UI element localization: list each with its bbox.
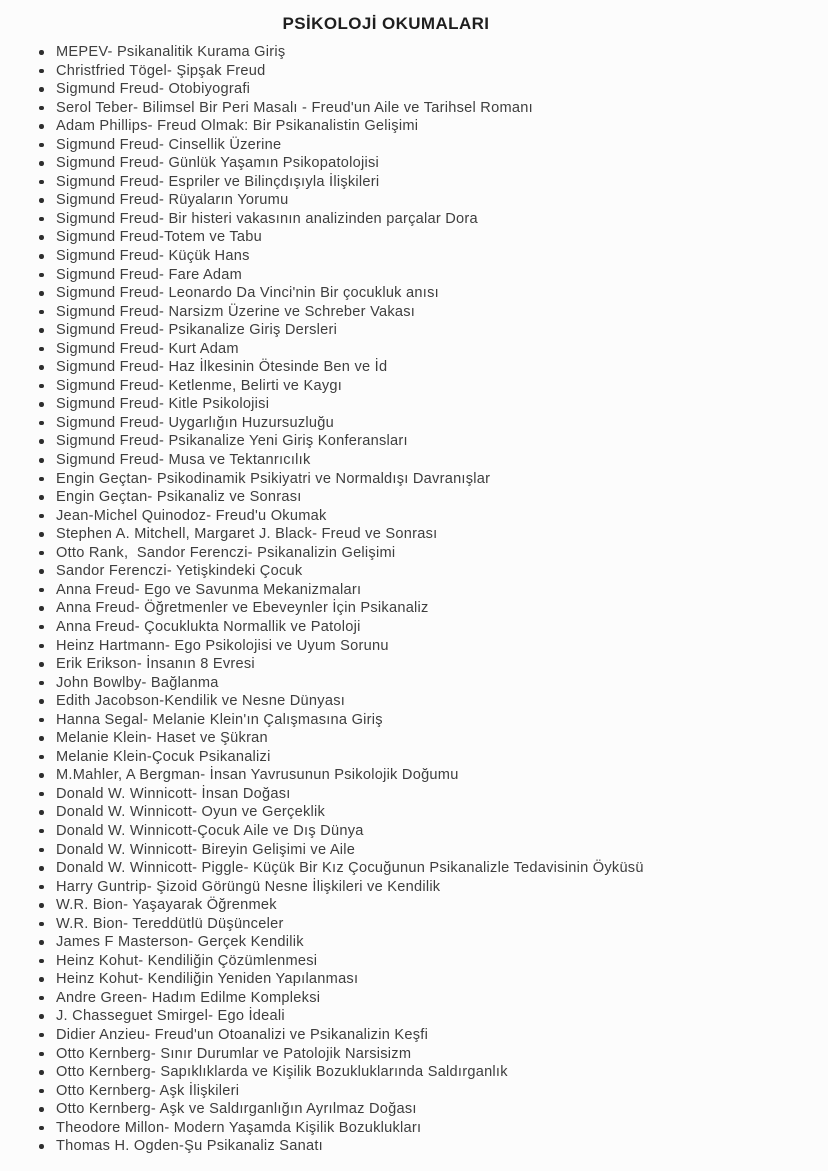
list-item-text: Jean-Michel Quinodoz- Freud'u Okumak	[56, 507, 327, 524]
bullet-icon	[39, 681, 44, 686]
bullet-icon	[39, 365, 44, 370]
bullet-icon	[39, 940, 44, 945]
bullet-icon	[39, 273, 44, 278]
bullet-icon	[39, 569, 44, 574]
list-item	[56, 785, 828, 804]
bullet-icon	[39, 959, 44, 964]
list-item-text: Sigmund Freud- Uygarlığın Huzursuzluğu	[56, 414, 334, 431]
bullet-icon	[39, 1107, 44, 1112]
list-item	[56, 228, 828, 247]
list-item-text: W.R. Bion- Tereddütlü Düşünceler	[56, 915, 284, 932]
list-item-text: Sigmund Freud- Espriler ve Bilinçdışıyla İlişkileri	[56, 173, 380, 190]
bullet-icon	[39, 458, 44, 463]
list-item	[56, 637, 828, 656]
bullet-icon	[39, 699, 44, 704]
bullet-icon	[39, 773, 44, 778]
bullet-icon	[39, 977, 44, 982]
list-item	[56, 1100, 828, 1119]
list-item	[56, 692, 828, 711]
list-item	[56, 1007, 828, 1026]
list-item	[56, 173, 828, 192]
list-item	[56, 340, 828, 359]
list-item	[56, 525, 828, 544]
list-item	[56, 62, 828, 81]
bullet-icon	[39, 588, 44, 593]
list-item	[56, 655, 828, 674]
list-item	[56, 488, 828, 507]
list-item	[56, 117, 828, 136]
list-item-text: Thomas H. Ogden-Şu Psikanaliz Sanatı	[56, 1138, 323, 1155]
list-item	[56, 803, 828, 822]
reading-list	[0, 43, 828, 1156]
bullet-icon	[39, 1070, 44, 1075]
bullet-icon	[39, 328, 44, 333]
list-item-text: Otto Kernberg- Aşk İlişkileri	[56, 1082, 240, 1099]
list-item	[56, 43, 828, 62]
bullet-icon	[39, 347, 44, 352]
list-item-text: Erik Erikson- İnsanın 8 Evresi	[56, 656, 255, 673]
list-item	[56, 321, 828, 340]
bullet-icon	[39, 810, 44, 815]
list-item-text: Melanie Klein- Haset ve Şükran	[56, 730, 268, 747]
bullet-icon	[39, 885, 44, 890]
bullet-icon	[39, 161, 44, 166]
list-item-text: Sigmund Freud- Ketlenme, Belirti ve Kaygı	[56, 377, 343, 394]
bullet-icon	[39, 1033, 44, 1038]
list-item-text: W.R. Bion- Yaşayarak Öğrenmek	[56, 897, 277, 914]
list-item	[56, 154, 828, 173]
list-item-text: Anna Freud- Ego ve Savunma Mekanizmaları	[56, 581, 362, 598]
list-item-text: Theodore Millon- Modern Yaşamda Kişilik Bozuklukları	[56, 1119, 422, 1136]
bullet-icon	[39, 87, 44, 92]
list-item	[56, 1119, 828, 1138]
list-item	[56, 507, 828, 526]
bullet-icon	[39, 606, 44, 611]
list-item-text: Sigmund Freud- Kurt Adam	[56, 340, 239, 357]
list-item-text: Donald W. Winnicott- İnsan Doğası	[56, 785, 291, 802]
list-item	[56, 395, 828, 414]
list-item-text: Sigmund Freud- Kitle Psikolojisi	[56, 396, 270, 413]
bullet-icon	[39, 551, 44, 556]
list-item-text: Donald W. Winnicott-Çocuk Aile ve Dış Dünya	[56, 822, 364, 839]
bullet-icon	[39, 662, 44, 667]
list-item	[56, 432, 828, 451]
list-item-text: Donald W. Winnicott- Bireyin Gelişimi ve Aile	[56, 841, 356, 858]
list-item	[56, 284, 828, 303]
bullet-icon	[39, 291, 44, 296]
list-item	[56, 303, 828, 322]
list-item-text: Sigmund Freud- Rüyaların Yorumu	[56, 192, 289, 209]
bullet-icon	[39, 217, 44, 222]
bullet-icon	[39, 495, 44, 500]
list-item	[56, 989, 828, 1008]
list-item-text: Sigmund Freud- Bir histeri vakasının analizinden parçalar Dora	[56, 210, 478, 227]
list-item-text: Didier Anzieu- Freud'un Otoanalizi ve Psikanalizin Keşfi	[56, 1026, 429, 1043]
bullet-icon	[39, 625, 44, 630]
bullet-icon	[39, 866, 44, 871]
bullet-icon	[39, 1126, 44, 1131]
list-item-text: Harry Guntrip- Şizoid Görüngü Nesne İlişkileri ve Kendilik	[56, 878, 441, 895]
list-item-text: Sigmund Freud- Psikanalize Giriş Dersleri	[56, 322, 338, 339]
bullet-icon	[39, 1089, 44, 1094]
bullet-icon	[39, 235, 44, 240]
list-item-text: Sigmund Freud- Küçük Hans	[56, 248, 250, 265]
list-item-text: J. Chasseguet Smirgel- Ego İdeali	[56, 1008, 285, 1025]
list-item	[56, 99, 828, 118]
list-item-text: Sigmund Freud- Narsizm Üzerine ve Schreber Vakası	[56, 303, 416, 320]
list-item	[56, 748, 828, 767]
list-item-text: Stephen A. Mitchell, Margaret J. Black- Freud ve Sonrası	[56, 526, 438, 543]
bullet-icon	[39, 477, 44, 482]
list-item-text: Sigmund Freud- Günlük Yaşamın Psikopatolojisi	[56, 155, 380, 172]
bullet-icon	[39, 736, 44, 741]
bullet-icon	[39, 402, 44, 407]
list-item	[56, 1026, 828, 1045]
list-item-text: Sigmund Freud- Fare Adam	[56, 266, 243, 283]
list-item-text: Heinz Kohut- Kendiliğin Yeniden Yapılanması	[56, 971, 359, 988]
list-item	[56, 451, 828, 470]
list-item	[56, 618, 828, 637]
list-item	[56, 674, 828, 693]
bullet-icon	[39, 996, 44, 1001]
list-item	[56, 896, 828, 915]
bullet-icon	[39, 439, 44, 444]
list-item-text: Sigmund Freud-Totem ve Tabu	[56, 229, 263, 246]
list-item-text: Sigmund Freud- Haz İlkesinin Ötesinde Ben ve İd	[56, 359, 388, 376]
bullet-icon	[39, 755, 44, 760]
bullet-icon	[39, 514, 44, 519]
list-item	[56, 878, 828, 897]
list-item	[56, 915, 828, 934]
list-item	[56, 1082, 828, 1101]
bullet-icon	[39, 180, 44, 185]
bullet-icon	[39, 143, 44, 148]
list-item	[56, 729, 828, 748]
list-item	[56, 766, 828, 785]
list-item-text: Edith Jacobson-Kendilik ve Nesne Dünyası	[56, 693, 346, 710]
list-item-text: Adam Phillips- Freud Olmak: Bir Psikanalistin Gelişimi	[56, 118, 419, 135]
list-item	[56, 822, 828, 841]
list-item-text: Sigmund Freud- Musa ve Tektanrıcılık	[56, 452, 311, 469]
list-item-text: Engin Geçtan- Psikanaliz ve Sonrası	[56, 489, 302, 506]
bullet-icon	[39, 254, 44, 259]
bullet-icon	[39, 644, 44, 649]
bullet-icon	[39, 198, 44, 203]
list-item-text: James F Masterson- Gerçek Kendilik	[56, 934, 304, 951]
list-item	[56, 358, 828, 377]
bullet-icon	[39, 792, 44, 797]
list-item-text: Donald W. Winnicott- Piggle- Küçük Bir Kız Çocuğunun Psikanalizle Tedavisinin Öyküsü	[56, 860, 644, 877]
list-item-text: Otto Rank, Sandor Ferenczi- Psikanalizin Gelişimi	[56, 544, 396, 561]
list-item-text: Sigmund Freud- Psikanalize Yeni Giriş Konferansları	[56, 433, 408, 450]
list-item-text: Anna Freud- Öğretmenler ve Ebeveynler İçin Psikanaliz	[56, 600, 429, 617]
list-item	[56, 1063, 828, 1082]
bullet-icon	[39, 532, 44, 537]
list-item-text: Andre Green- Hadım Edilme Kompleksi	[56, 989, 321, 1006]
list-item	[56, 933, 828, 952]
list-item-text: Donald W. Winnicott- Oyun ve Gerçeklik	[56, 804, 326, 821]
bullet-icon	[39, 310, 44, 315]
list-item	[56, 210, 828, 229]
bullet-icon	[39, 848, 44, 853]
list-item-text: Sandor Ferenczi- Yetişkindeki Çocuk	[56, 563, 303, 580]
bullet-icon	[39, 421, 44, 426]
list-item-text: Serol Teber- Bilimsel Bir Peri Masalı - Freud'un Aile ve Tarihsel Romanı	[56, 99, 533, 116]
bullet-icon	[39, 50, 44, 55]
bullet-icon	[39, 718, 44, 723]
bullet-icon	[39, 384, 44, 389]
list-item	[56, 711, 828, 730]
list-item-text: MEPEV- Psikanalitik Kurama Giriş	[56, 44, 286, 60]
list-item-text: Melanie Klein-Çocuk Psikanalizi	[56, 748, 271, 765]
list-item	[56, 377, 828, 396]
page-title: PSİKOLOJİ OKUMALARI	[282, 14, 490, 33]
bullet-icon	[39, 1014, 44, 1019]
list-item	[56, 859, 828, 878]
list-item-text: Otto Kernberg- Aşk ve Saldırganlığın Ayrılmaz Doğası	[56, 1101, 417, 1118]
list-item-text: Hanna Segal- Melanie Klein'ın Çalışmasına Giriş	[56, 711, 383, 728]
bullet-icon	[39, 1052, 44, 1057]
bullet-icon	[39, 829, 44, 834]
list-item	[56, 581, 828, 600]
list-item	[56, 952, 828, 971]
list-item-text: Anna Freud- Çocuklukta Normallik ve Patoloji	[56, 618, 361, 635]
bullet-icon	[39, 106, 44, 111]
list-item	[56, 562, 828, 581]
list-item	[56, 970, 828, 989]
list-item	[56, 544, 828, 563]
list-item-text: Otto Kernberg- Sınır Durumlar ve Patolojik Narsisizm	[56, 1045, 412, 1062]
list-item	[56, 266, 828, 285]
list-item-text: Christfried Tögel- Şipşak Freud	[56, 62, 266, 79]
bullet-icon	[39, 124, 44, 129]
list-item	[56, 470, 828, 489]
bullet-icon	[39, 69, 44, 74]
list-item	[56, 247, 828, 266]
bullet-icon	[39, 903, 44, 908]
list-item	[56, 80, 828, 99]
list-item-text: Engin Geçtan- Psikodinamik Psikiyatri ve Normaldışı Davranışlar	[56, 470, 491, 487]
list-item-text: Sigmund Freud- Leonardo Da Vinci'nin Bir çocukluk anısı	[56, 285, 439, 302]
list-item	[56, 1137, 828, 1156]
bullet-icon	[39, 1144, 44, 1149]
list-item	[56, 1045, 828, 1064]
list-item-text: Sigmund Freud- Cinsellik Üzerine	[56, 136, 282, 153]
list-item-text: Heinz Kohut- Kendiliğin Çözümlenmesi	[56, 952, 318, 969]
list-item-text: John Bowlby- Bağlanma	[56, 674, 219, 691]
list-item	[56, 136, 828, 155]
list-item	[56, 841, 828, 860]
list-item-text: Sigmund Freud- Otobiyografi	[56, 81, 251, 98]
list-item	[56, 414, 828, 433]
list-item-text: Heinz Hartmann- Ego Psikolojisi ve Uyum Sorunu	[56, 637, 389, 654]
list-item	[56, 191, 828, 210]
bullet-icon	[39, 922, 44, 927]
list-item-text: M.Mahler, A Bergman- İnsan Yavrusunun Psikolojik Doğumu	[56, 767, 459, 784]
list-item-text: Otto Kernberg- Sapıklıklarda ve Kişilik Bozukluklarında Saldırganlık	[56, 1064, 508, 1081]
list-item	[56, 599, 828, 618]
